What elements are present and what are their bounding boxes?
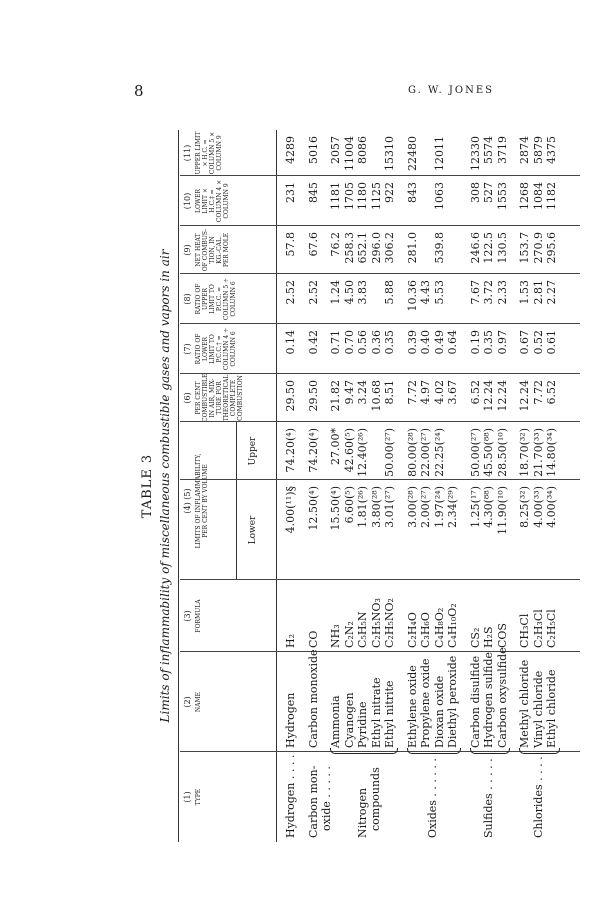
column-label: NAME (195, 691, 202, 713)
cell-upper: 74.20(⁴) (284, 428, 297, 473)
cell-r-low: 0.14 (284, 330, 297, 355)
table-caption: Limits of inflammability of miscellaneous combustible gases and vapors in air (158, 249, 172, 723)
cell-low-hc: 1553 (495, 182, 509, 210)
cell-name: Carbon oxysulfide (495, 647, 509, 748)
cell-r-up: 4.50 (342, 280, 356, 305)
cell-formula: C₂H₅Cl (545, 609, 558, 648)
column-number: (2) (183, 696, 192, 708)
cell-low-hc: 922 (383, 182, 396, 203)
cell-formula: C₂H₅NO₂ (383, 598, 396, 648)
cell-pcc: 6.52 (468, 380, 482, 405)
group-brace (519, 748, 560, 754)
cell-up-hc: 2874 (518, 136, 531, 164)
running-head: G. W. JONES (408, 85, 494, 96)
cell-lower: 2.34(²⁹) (446, 486, 459, 528)
cell-low-hc: 845 (306, 182, 320, 203)
cell-formula: C₂H₃Cl (531, 609, 545, 648)
cell-r-low: 0.64 (446, 330, 459, 355)
cell-upper: 27.00* (329, 428, 342, 465)
cell-low-hc: 1268 (518, 182, 531, 210)
cell-name: Ethylene oxide (405, 665, 419, 748)
cell-lower: 15.50(⁴) (329, 486, 342, 531)
cell-r-up: 2.52 (284, 280, 297, 305)
cell-heat: 270.9 (531, 232, 545, 264)
cell-heat: 76.2 (329, 232, 342, 257)
cell-r-low: 0.35 (482, 330, 495, 355)
type-label: Chlorides . . . . (531, 756, 545, 838)
cell-low-hc: 1705 (342, 182, 356, 210)
cell-r-low: 0.97 (495, 330, 509, 355)
cell-r-up: 10.36 (405, 280, 419, 312)
cell-lower: 6.60(⁵) (342, 486, 356, 524)
cell-heat: 153.7 (518, 232, 531, 264)
cell-heat: 258.3 (342, 232, 356, 264)
cell-r-low: 0.67 (518, 330, 531, 355)
column-label: UPPER LIMIT × H.C. = COLUMN 5 × COLUMN 9 (195, 131, 223, 175)
cell-name: Dioxan oxide (432, 675, 446, 748)
cell-heat: 122.5 (482, 232, 495, 264)
cell-low-hc: 1084 (531, 182, 545, 210)
cell-up-hc: 5016 (306, 136, 320, 164)
cell-lower: 4.00(¹¹)§ (284, 486, 297, 534)
cell-formula: H₂ (284, 633, 297, 648)
cell-up-hc: 8086 (356, 136, 369, 164)
cell-lower: 11.90(¹⁰) (495, 486, 509, 535)
cell-formula: C₅H₅N (356, 611, 369, 648)
cell-low-hc: 1181 (329, 182, 342, 210)
cell-pcc: 9.47 (342, 380, 356, 405)
cell-up-hc: 2057 (329, 136, 342, 164)
cell-heat: 246.6 (468, 232, 482, 264)
type-label: Sulfides . . . . . (482, 758, 495, 838)
column-label: PER CENT COMBUSTIBLE IN AIR, MIX- TURE FOR THEORETICAL COMPLETE COMBUSTION (195, 373, 244, 422)
page-number: 8 (134, 82, 144, 100)
cell-r-low: 0.56 (356, 330, 369, 355)
cell-formula: C₂H₄O (405, 612, 419, 648)
cell-name: Ethyl nitrite (383, 680, 396, 748)
type-label: Nitrogen compounds (356, 767, 382, 838)
cell-name: Cyanogen (342, 692, 356, 748)
cell-lower: 3.01(²⁷) (383, 486, 396, 528)
cell-upper: 12.40(²⁶) (356, 428, 369, 477)
cell-name: Ethyl chloride (545, 669, 558, 748)
cell-low-hc: 1182 (545, 182, 558, 210)
cell-heat: 57.8 (284, 232, 297, 257)
type-label: Oxides . . . . . . (425, 758, 439, 838)
cell-lower: 4.30(⁸⁸) (482, 486, 495, 528)
rotated-table (140, 130, 598, 842)
cell-heat: 67.6 (306, 232, 320, 257)
column-label: FORMULA (195, 599, 202, 633)
cell-upper: 50.00(²⁷) (383, 428, 396, 477)
column-label: LOWER LIMIT × H.C.‡ = COLUMN 4 × COLUMN 9 (195, 179, 230, 223)
cell-formula: C₃H₆O (419, 612, 432, 648)
cell-upper: 28.50(¹⁰) (495, 428, 509, 477)
lower-subheader: Lower (248, 515, 258, 545)
column-rule (180, 651, 580, 652)
cell-upper: 50.00(²⁷) (468, 428, 482, 477)
column-header (180, 274, 274, 324)
cell-up-hc: 15310 (383, 136, 396, 171)
cell-r-up: 4.43 (419, 280, 432, 305)
cell-pcc: 29.50 (306, 380, 320, 412)
cell-heat: 306.2 (383, 232, 396, 264)
cell-r-low: 0.35 (383, 330, 396, 355)
cell-r-up: 1.53 (518, 280, 531, 305)
column-header (180, 374, 274, 422)
column-header (180, 324, 274, 374)
cell-formula: C₂H₅NO₃ (369, 598, 383, 648)
cell-pcc: 3.24 (356, 380, 369, 405)
cell-r-low: 0.70 (342, 330, 356, 355)
cell-low-hc: 308 (468, 182, 482, 203)
cell-heat: 130.5 (495, 232, 509, 264)
cell-pcc: 12.24 (482, 380, 495, 412)
cell-heat: 295.6 (545, 232, 558, 264)
column-header (180, 422, 274, 580)
cell-low-hc: 231 (284, 182, 297, 203)
cell-up-hc: 12330 (468, 136, 482, 171)
cell-up-hc: 5574 (482, 136, 495, 164)
cell-name: Methyl chloride (518, 659, 531, 748)
column-label: TYPE (195, 788, 202, 806)
cell-r-low: 0.52 (531, 330, 545, 355)
cell-upper: 18.70(³²) (518, 428, 531, 477)
cell-lower: 4.00(³³) (531, 486, 545, 528)
group-brace (330, 748, 398, 754)
cell-upper: 21.70(³³) (531, 428, 545, 477)
column-number: (3) (183, 610, 192, 622)
column-header (180, 226, 274, 274)
table-title: TABLE 3 (140, 453, 155, 519)
cell-r-low: 0.40 (419, 330, 432, 355)
cell-low-hc: 1125 (369, 182, 383, 210)
cell-pcc: 21.82 (329, 380, 342, 412)
cell-name: Diethyl peroxide (446, 655, 459, 748)
cell-r-up: 3.83 (356, 280, 369, 305)
cell-name: Ethyl nitrate (369, 677, 383, 748)
cell-r-up: 1.24 (329, 280, 342, 305)
cell-up-hc: 11004 (342, 136, 356, 171)
cell-pcc: 4.97 (419, 380, 432, 405)
cell-pcc: 4.02 (432, 380, 446, 405)
cell-up-hc: 3719 (495, 136, 509, 164)
type-label: Carbon mon- oxide . . . . . (306, 765, 333, 838)
cell-formula: C₄H₈O₂ (432, 607, 446, 648)
cell-formula: H₂S (482, 626, 495, 648)
cell-formula: CH₃Cl (518, 613, 531, 648)
cell-upper: 74.20(⁴) (306, 428, 320, 473)
cell-lower: 3.00(²⁸) (405, 486, 419, 528)
cell-formula: C₂N₂ (342, 621, 356, 648)
cell-r-up: 2.52 (306, 280, 320, 305)
cell-formula: C₄H₁₀O₂ (446, 603, 459, 648)
cell-low-hc: 1063 (432, 182, 446, 210)
header-rule (276, 130, 277, 842)
cell-pcc: 7.72 (531, 380, 545, 405)
cell-upper: 22.00(²⁷) (419, 428, 432, 477)
cell-lower: 1.25(¹⁷) (468, 486, 482, 528)
column-header (180, 176, 274, 226)
cell-pcc: 3.67 (446, 380, 459, 405)
column-header (180, 130, 274, 176)
cell-r-low: 0.36 (369, 330, 383, 355)
cell-r-up: 2.27 (545, 280, 558, 305)
top-rule (178, 130, 179, 842)
column-header (180, 652, 274, 752)
cell-lower: 3.80(²⁸) (369, 486, 383, 528)
cell-formula: CS₂ (468, 627, 482, 648)
cell-r-low: 0.19 (468, 330, 482, 355)
cell-lower: 2.00(²⁷) (419, 486, 432, 528)
cell-name: Carbon disulfide (468, 655, 482, 748)
column-label: LIMITS OF INFLAMMABILITY, PER CENT BY VOLUME (195, 453, 209, 549)
cell-up-hc: 4289 (284, 136, 297, 164)
cell-pcc: 12.24 (495, 380, 509, 412)
cell-r-low: 0.42 (306, 330, 320, 355)
column-number: (7) (183, 343, 192, 355)
cell-lower: 8.25(³²) (518, 486, 531, 528)
cell-upper: 14.80(³⁴) (545, 428, 558, 477)
cell-upper: 45.50(⁸⁸) (482, 428, 495, 477)
cell-formula: CO (306, 630, 320, 648)
cell-r-up: 7.67 (468, 280, 482, 305)
column-label: RATIO OF LOWER LIMIT TO P.C.C.† = COLUMN 4 ÷ COLUMN 6 (195, 327, 237, 371)
column-label: NET HEAT OF COMBUS- TION, IN KG.-CAL. PER MOLE (195, 228, 230, 272)
column-number: (9) (183, 244, 192, 256)
cell-pcc: 12.24 (518, 380, 531, 412)
cell-heat: 652.1 (356, 232, 369, 264)
cell-r-up: 3.72 (482, 280, 495, 305)
column-header (180, 580, 274, 652)
cell-r-low: 0.71 (329, 330, 342, 355)
column-number: (6) (183, 392, 192, 404)
cell-lower: 4.00(³⁴) (545, 486, 558, 528)
cell-heat: 296.0 (369, 232, 383, 264)
cell-r-up: 2.33 (495, 280, 509, 305)
cell-name: Propylene oxide (419, 658, 432, 748)
cell-up-hc: 12011 (432, 136, 446, 171)
column-number: (10) (183, 192, 192, 210)
group-brace (470, 748, 511, 754)
cell-low-hc: 1180 (356, 182, 369, 210)
cell-up-hc: 4375 (545, 136, 558, 164)
cell-r-up: 5.53 (432, 280, 446, 305)
cell-upper: 22.25(²⁴) (432, 428, 446, 477)
column-number: (8) (183, 293, 192, 305)
upper-subheader: Upper (248, 436, 258, 466)
column-number: (11) (183, 144, 192, 162)
cell-r-up: 5.88 (383, 280, 396, 305)
cell-r-up: 2.81 (531, 280, 545, 305)
cell-pcc: 10.68 (369, 380, 383, 412)
cell-name: Pyridine (356, 701, 369, 748)
cell-r-low: 0.39 (405, 330, 419, 355)
cell-low-hc: 527 (482, 182, 495, 203)
cell-up-hc: 22480 (405, 136, 419, 171)
column-number: (4) (5) (183, 488, 192, 514)
cell-pcc: 7.72 (405, 380, 419, 405)
cell-name: Hydrogen sulfide (482, 652, 495, 748)
cell-r-low: 0.61 (545, 330, 558, 355)
cell-name: Vinyl chloride (531, 670, 545, 748)
cell-heat: 539.8 (432, 232, 446, 264)
group-brace (407, 748, 461, 754)
cell-formula: COS (495, 623, 509, 648)
cell-upper: 42.60(⁵) (342, 428, 356, 473)
type-label: Hydrogen . . . . (284, 754, 297, 838)
cell-r-low: 0.49 (432, 330, 446, 355)
column-label: RATIO OF UPPER LIMIT TO P.C.C. = COLUMN 5 ÷ COLUMN 6 (195, 277, 237, 321)
cell-name: Ammonia (329, 695, 342, 748)
cell-pcc: 8.51 (383, 380, 396, 405)
cell-low-hc: 843 (405, 182, 419, 203)
cell-pcc: 29.50 (284, 380, 297, 412)
cell-formula: NH₃ (329, 624, 342, 648)
cell-lower: 1.81(²⁶) (356, 486, 369, 528)
cell-lower: 1.97(²⁴) (432, 486, 446, 528)
cell-lower: 12.50(⁴) (306, 486, 320, 531)
cell-up-hc: 5879 (531, 136, 545, 164)
cell-name: Hydrogen (284, 692, 297, 748)
column-number: (1) (183, 791, 192, 803)
cell-pcc: 6.52 (545, 380, 558, 405)
cell-upper: 80.00(²⁸) (405, 428, 419, 477)
cell-heat: 281.0 (405, 232, 419, 264)
cell-name: Carbon monoxide (306, 649, 320, 748)
limits-rule (236, 422, 237, 580)
column-header (180, 752, 274, 842)
